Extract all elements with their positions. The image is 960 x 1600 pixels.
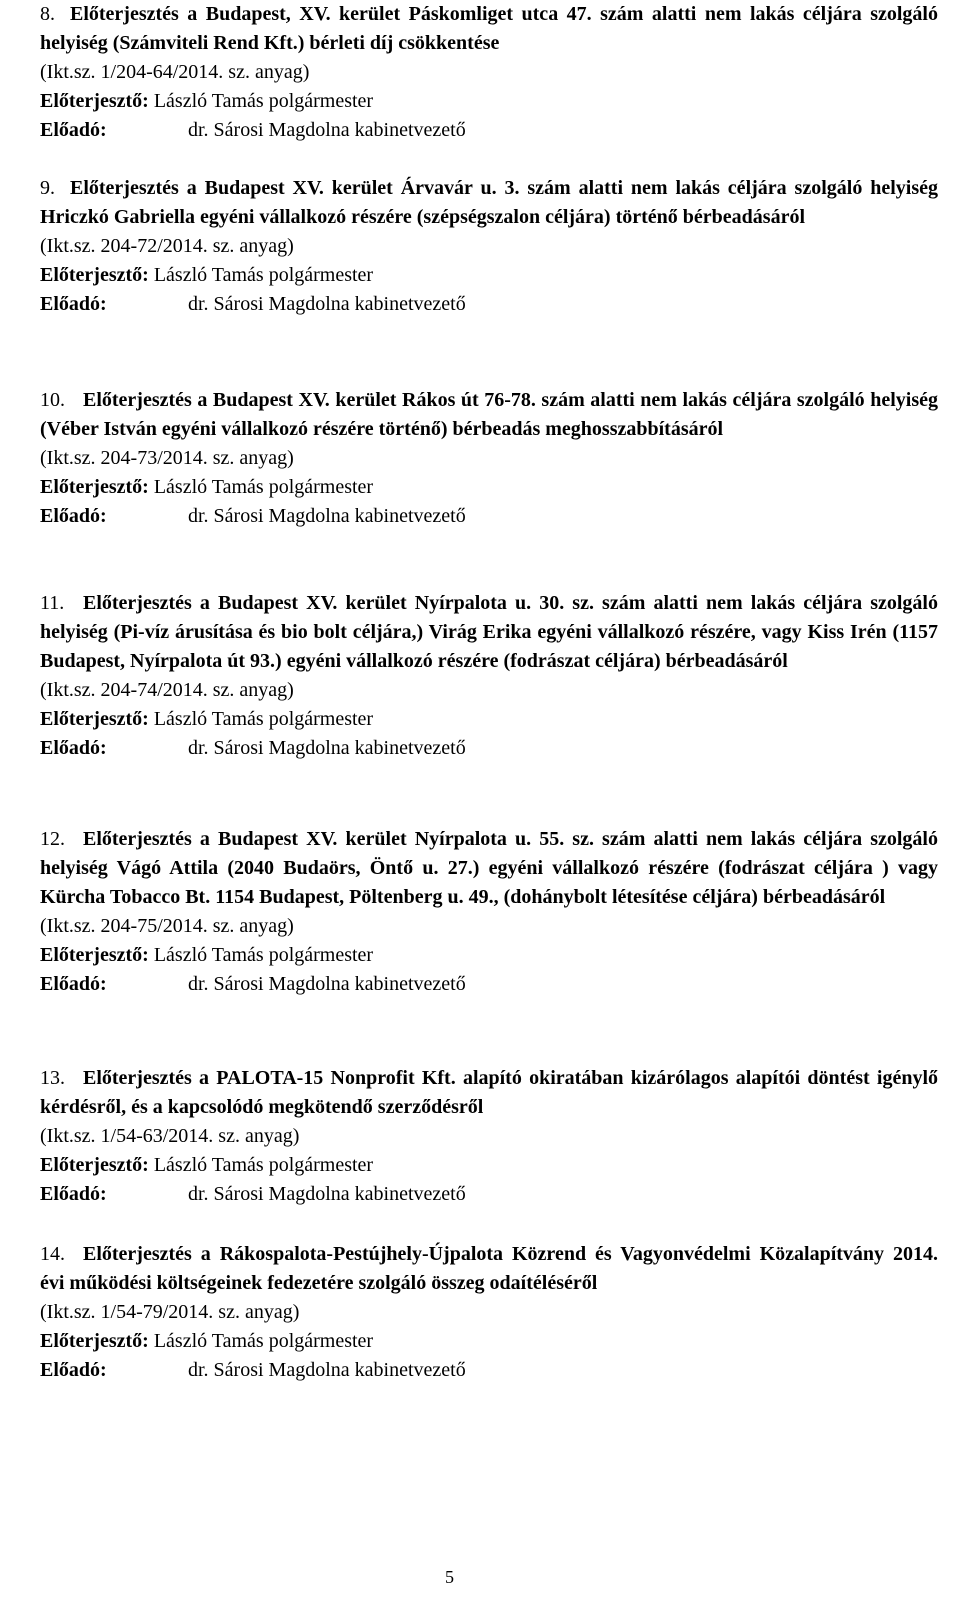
agenda-item — [40, 1064, 938, 1209]
agenda-item — [40, 825, 938, 999]
item-reference: (Ikt.sz. 1/54-63/2014. sz. anyag) — [40, 1125, 300, 1147]
item-reference: (Ikt.sz. 1/54-79/2014. sz. anyag) — [40, 1301, 300, 1323]
agenda-item — [40, 1240, 938, 1385]
presenter-label: Előadó: — [40, 1183, 107, 1205]
item-reference: (Ikt.sz. 204-73/2014. sz. anyag) — [40, 447, 294, 469]
proposer-name: László Tamás polgármester — [153, 476, 374, 498]
presenter-line — [40, 290, 938, 319]
presenter-line — [40, 1356, 938, 1385]
item-title: Előterjesztés a Budapest XV. kerület Rákos út 76-78. szám alatti nem lakás céljára szolgáló helyiség (Véber István egyéni vállalkozó részére történő) bérbeadás meghosszabbításáról — [40, 389, 938, 440]
agenda-item — [40, 0, 938, 145]
proposer-line — [40, 473, 938, 502]
item-title: Előterjesztés a Budapest, XV. kerület Páskomliget utca 47. szám alatti nem lakás céljára szolgáló helyiség (Számviteli Rend Kft.) bérleti díj csökkentése — [40, 3, 938, 54]
presenter-name: dr. Sárosi Magdolna kabinetvezető — [188, 293, 466, 315]
proposer-name: László Tamás polgármester — [153, 1154, 374, 1176]
presenter-line — [40, 970, 938, 999]
page-number: 5 — [445, 1567, 454, 1587]
proposer-line — [40, 1327, 938, 1356]
presenter-name: dr. Sárosi Magdolna kabinetvezető — [188, 973, 466, 995]
item-reference: (Ikt.sz. 204-72/2014. sz. anyag) — [40, 235, 294, 257]
item-title: Előterjesztés a PALOTA-15 Nonprofit Kft. alapító okiratában kizárólagos alapítói döntést igénylő kérdésről, és a kapcsolódó megkötendő szerződésről — [40, 1067, 938, 1118]
presenter-name: dr. Sárosi Magdolna kabinetvezető — [188, 737, 466, 759]
presenter-line — [40, 734, 938, 763]
presenter-label: Előadó: — [40, 737, 107, 759]
proposer-line — [40, 705, 938, 734]
item-number: 11. — [40, 592, 65, 614]
presenter-line — [40, 502, 938, 531]
presenter-label: Előadó: — [40, 119, 107, 141]
item-reference: (Ikt.sz. 1/204-64/2014. sz. anyag) — [40, 61, 310, 83]
item-number: 9. — [40, 177, 55, 199]
agenda-item — [40, 589, 938, 763]
presenter-line — [40, 1180, 938, 1209]
item-number: 14. — [40, 1243, 65, 1265]
presenter-label: Előadó: — [40, 293, 107, 315]
proposer-label: Előterjesztő: — [40, 476, 149, 498]
item-number: 8. — [40, 3, 55, 25]
presenter-name: dr. Sárosi Magdolna kabinetvezető — [188, 119, 466, 141]
proposer-name: László Tamás polgármester — [153, 1330, 374, 1352]
item-title: Előterjesztés a Rákospalota-Pestújhely-Újpalota Közrend és Vagyonvédelmi Közalapítvány 2014. évi működési költségeinek fedezetére szolgáló összeg odaítéléséről — [40, 1243, 938, 1294]
item-title: Előterjesztés a Budapest XV. kerület Nyírpalota u. 30. sz. szám alatti nem lakás céljára szolgáló helyiség (Pi-víz árusítása és bio bolt céljára,) Virág Erika egyéni vállalkozó részére, vagy Kiss Irén (1157 Budapest, Nyírpalota út 93.) egyéni vállalkozó részére (fodrászat céljára) bérbeadásáról — [40, 592, 938, 672]
proposer-line — [40, 941, 938, 970]
proposer-label: Előterjesztő: — [40, 944, 149, 966]
item-number: 10. — [40, 389, 65, 411]
proposer-name: László Tamás polgármester — [153, 264, 374, 286]
proposer-name: László Tamás polgármester — [153, 90, 374, 112]
proposer-line — [40, 261, 938, 290]
item-number: 12. — [40, 828, 65, 850]
item-title: Előterjesztés a Budapest XV. kerület Nyírpalota u. 55. sz. szám alatti nem lakás céljára szolgáló helyiség Vágó Attila (2040 Budaörs, Öntő u. 27.) egyéni vállalkozó részére (fodrászat céljára ) vagy Kürcha Tobacco Bt. 1154 Budapest, Pöltenberg u. 49., (dohánybolt létesítése céljára) bérbeadásáról — [40, 828, 938, 908]
proposer-name: László Tamás polgármester — [153, 944, 374, 966]
proposer-label: Előterjesztő: — [40, 1330, 149, 1352]
proposer-label: Előterjesztő: — [40, 708, 149, 730]
proposer-label: Előterjesztő: — [40, 264, 149, 286]
presenter-line — [40, 116, 938, 145]
presenter-name: dr. Sárosi Magdolna kabinetvezető — [188, 1359, 466, 1381]
proposer-line — [40, 1151, 938, 1180]
proposer-line — [40, 87, 938, 116]
item-reference: (Ikt.sz. 204-75/2014. sz. anyag) — [40, 915, 294, 937]
presenter-label: Előadó: — [40, 1359, 107, 1381]
proposer-name: László Tamás polgármester — [153, 708, 374, 730]
item-number: 13. — [40, 1067, 65, 1089]
presenter-name: dr. Sárosi Magdolna kabinetvezető — [188, 1183, 466, 1205]
proposer-label: Előterjesztő: — [40, 1154, 149, 1176]
presenter-label: Előadó: — [40, 505, 107, 527]
item-title: Előterjesztés a Budapest XV. kerület Árvavár u. 3. szám alatti nem lakás céljára szolgáló helyiség Hriczkó Gabriella egyéni vállalkozó részére (szépségszalon céljára) történő bérbeadásáról — [40, 177, 938, 228]
agenda-item — [40, 174, 938, 319]
proposer-label: Előterjesztő: — [40, 90, 149, 112]
agenda-item — [40, 386, 938, 531]
presenter-name: dr. Sárosi Magdolna kabinetvezető — [188, 505, 466, 527]
presenter-label: Előadó: — [40, 973, 107, 995]
item-reference: (Ikt.sz. 204-74/2014. sz. anyag) — [40, 679, 294, 701]
